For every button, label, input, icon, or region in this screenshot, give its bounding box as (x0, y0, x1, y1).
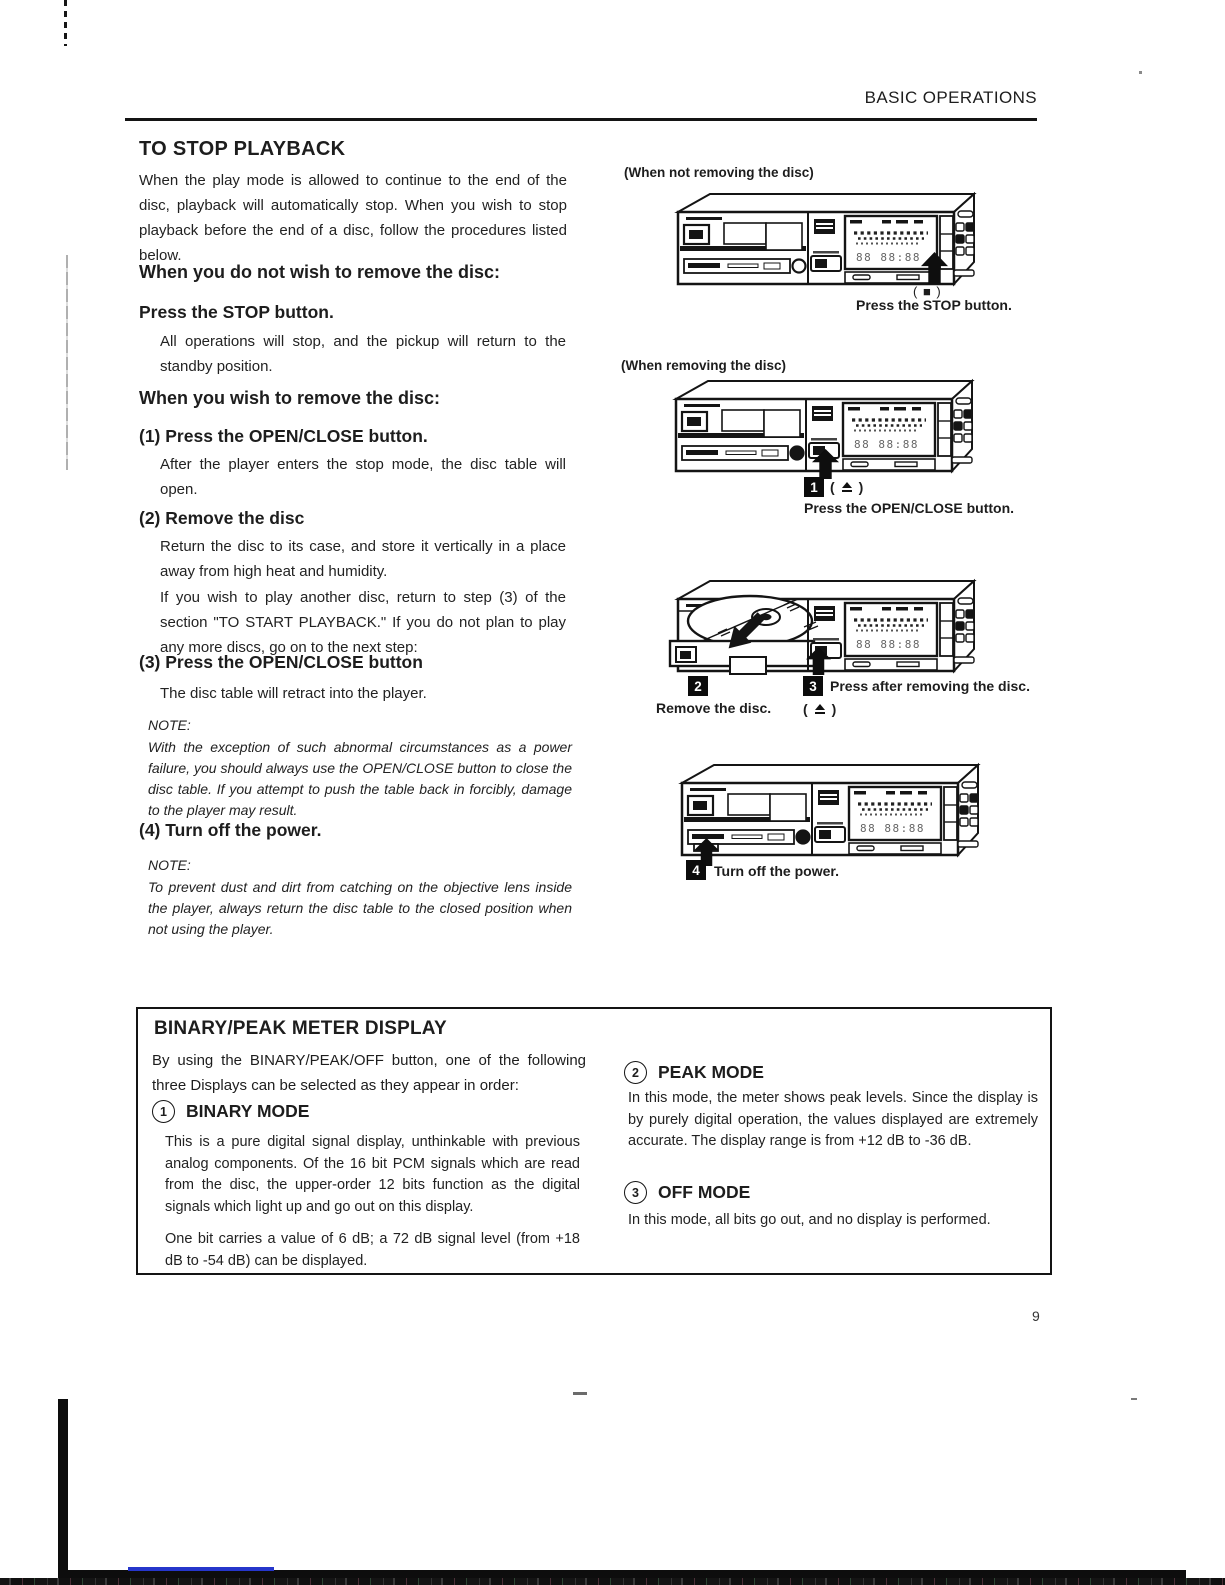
section-title: TO STOP PLAYBACK (139, 138, 346, 160)
diagram1-caption: Press the STOP button. (856, 297, 1012, 313)
note1-body: With the exception of such abnormal circumstances as a power failure, you should always use the OPEN/CLOSE button to close the disc table. If you attempt to push the table back in forcibly, damage to the player may result. (148, 739, 572, 818)
header-rule (125, 118, 1037, 121)
binary-mode-body2: One bit carries a value of 6 dB; a 72 dB signal level (from +18 dB to -54 dB) can be displayed. (165, 1231, 580, 1269)
paren-open: ( (803, 701, 808, 717)
diagram3-eject-row (803, 701, 836, 717)
info-box-intro: By using the BINARY/PEAK/OFF button, one of the following three Displays can be selected as they appear in order: (152, 1052, 586, 1094)
section-intro: When the play mode is allowed to continue to the end of the disc, playback will automatically stop. When you wish to stop playback before the end of a disc, follow the procedures listed below. (139, 172, 567, 264)
svg-text:88 88:88: 88 88:88 (854, 438, 919, 451)
binary-peak-info-box (136, 1007, 1052, 1275)
scan-artifact-noise-strip (0, 1578, 1225, 1585)
note2-body: To prevent dust and dirt from catching on the objective lens inside the player, always return the disc table to the closed position when not using the player. (148, 879, 572, 937)
info-box-title: BINARY/PEAK METER DISPLAY (154, 1018, 447, 1039)
scan-artifact-dash (64, 0, 67, 46)
mode-name: OFF MODE (658, 1182, 751, 1202)
paren-close: ) (831, 701, 837, 717)
note2-label: NOTE: (148, 857, 191, 873)
scan-artifact-dash (1131, 1398, 1137, 1400)
diagram4-caption: Turn off the power. (714, 863, 839, 879)
eject-icon (814, 704, 826, 715)
step4-heading: (4) Turn off the power. (139, 820, 322, 840)
diagram2-badge-row (804, 477, 863, 497)
step-badge-2: 2 (688, 676, 708, 696)
step2-heading: (2) Remove the disc (139, 508, 305, 528)
scan-artifact-horizontal-bar (58, 1570, 1186, 1578)
step2-body2: If you wish to play another disc, return to step (3) of the section "TO START PLAYBACK." If you do not plan to play any more discs, go on to the next step: (160, 589, 566, 656)
scan-artifact-blue-line (128, 1567, 274, 1571)
page-number: 9 (1032, 1308, 1040, 1324)
off-mode-body: In this mode, all bits go out, and no display is performed. (628, 1212, 991, 1228)
diagram2-caption: Press the OPEN/CLOSE button. (804, 500, 1015, 516)
peak-mode-heading (624, 1061, 764, 1084)
step1-heading: (1) Press the OPEN/CLOSE button. (139, 426, 428, 446)
mode-name: PEAK MODE (658, 1062, 764, 1082)
step3-body: The disc table will retract into the player. (160, 685, 427, 702)
scan-artifact-vertical-bar (58, 1399, 68, 1573)
scan-artifact-dash (573, 1392, 587, 1395)
page-header-title: BASIC OPERATIONS (864, 88, 1037, 107)
off-mode-heading (624, 1181, 750, 1204)
paren-open: ( (830, 479, 835, 495)
peak-mode-body: In this mode, the meter shows peak levels. Since the display is by purely digital operation, the values displayed are extremely accurate. The display range is from +12 dB to -36 dB. (628, 1090, 1038, 1149)
scan-artifact-line (66, 255, 68, 470)
mode-name: BINARY MODE (186, 1101, 310, 1121)
circled-number-2: 2 (624, 1061, 647, 1084)
svg-text:88 88:88: 88 88:88 (860, 822, 925, 835)
svg-text:88 88:88: 88 88:88 (856, 638, 921, 651)
step-badge-3: 3 (803, 676, 823, 696)
diagram3-caption-press: Press after removing the disc. (830, 678, 1030, 694)
step-stop-body: All operations will stop, and the pickup will return to the standby position. (160, 333, 566, 375)
svg-text:88 88:88: 88 88:88 (856, 251, 921, 264)
cd-player-illustration-4 (670, 761, 982, 860)
paren-close: ) (858, 479, 864, 495)
step-stop-heading: Press the STOP button. (139, 302, 334, 322)
binary-mode-body: This is a pure digital signal display, unthinkable with previous analog components. Of the 16 bit PCM signals which are read from the disc, the upper-order 12 bits function as the digital signals which light up and go out on this display. (165, 1134, 580, 1215)
scan-artifact-dot (1139, 71, 1142, 74)
subheading-remove: When you wish to remove the disc: (139, 388, 441, 408)
eject-icon (841, 482, 853, 493)
subheading-not-remove: When you do not wish to remove the disc: (139, 262, 501, 282)
step-badge-4: 4 (686, 860, 706, 880)
diagram3-caption-remove: Remove the disc. (656, 700, 772, 716)
note1-label: NOTE: (148, 717, 191, 733)
diagram1-label: (When not removing the disc) (624, 165, 814, 180)
step3-heading: (3) Press the OPEN/CLOSE button (139, 652, 423, 672)
circled-number-3: 3 (624, 1181, 647, 1204)
stop-symbol: ( ■ ) (913, 284, 942, 299)
step-badge-1: 1 (804, 477, 824, 497)
step2-body: Return the disc to its case, and store it vertically in a place away from high heat and humidity. (160, 538, 566, 580)
binary-mode-heading (152, 1100, 309, 1123)
circled-number-1: 1 (152, 1100, 175, 1123)
step1-body: After the player enters the stop mode, the disc table will open. (160, 456, 566, 498)
diagram2-label: (When removing the disc) (621, 358, 787, 373)
